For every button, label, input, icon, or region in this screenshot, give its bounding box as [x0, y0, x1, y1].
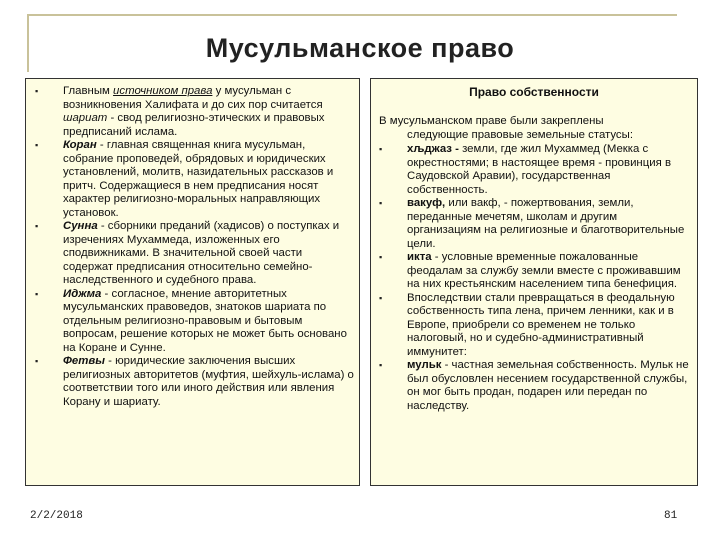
- square-bullet-icon: ▪: [35, 221, 39, 231]
- item-text: - согласное, мнение авторитетных мусульманских правоведов, знатоков шариата по отдельным религиозно-правовым и бытовым вопросам, решение которых не может быть основано на Коране и Сунне.: [63, 287, 347, 354]
- property-list: [379, 143, 693, 413]
- intro-line: следующие правовые земельные статусы:: [407, 128, 633, 141]
- sources-panel: [25, 78, 360, 486]
- item-text: Главным: [63, 85, 114, 97]
- list-item: [35, 85, 355, 139]
- intro-line: В мусульманском праве были закреплены: [379, 115, 604, 127]
- list-item: [35, 220, 355, 288]
- square-bullet-icon: ▪: [379, 292, 383, 303]
- underlined-term: источником права: [113, 85, 213, 97]
- item-text: или вакф, - пожертвования, земли, переданные мечетям, школам и другим организациям на религиозные и благотворительные цели.: [407, 197, 685, 250]
- list-item: [35, 139, 355, 220]
- term-sunna: Сунна: [63, 220, 98, 232]
- list-item: [379, 143, 693, 197]
- list-item: [379, 251, 693, 292]
- item-text: - юридические заключения высших религиозных авторитетов (муфтия, шейхуль-ислама) о соответствии того или иного действия или явления Корану и шариату.: [63, 355, 354, 408]
- list-item: [379, 359, 693, 413]
- item-text: - условные временные пожалованные феодалам за службу земли вместе с проживавшим на них крестьянским населением типа бенефиция.: [407, 251, 681, 290]
- item-text: - сборники преданий (хадисов) о поступках и изречениях Мухаммеда, изложенных его сподвижниками. В значительной своей части содержат предписания относительно семейно-наследственного и судебного права.: [63, 220, 340, 286]
- footer-date: 2/2/2018: [30, 510, 83, 522]
- sources-list: [35, 85, 355, 409]
- list-item: [379, 197, 693, 251]
- term-koran: Коран: [63, 139, 97, 151]
- list-item: [35, 355, 355, 409]
- term-fatwa: Фетвы: [63, 355, 105, 367]
- slide-title: Мусульманское право: [205, 33, 515, 63]
- list-item: [35, 288, 355, 356]
- decorative-horizontal-line: [27, 14, 677, 16]
- list-item: [379, 292, 693, 360]
- square-bullet-icon: ▪: [379, 252, 383, 262]
- term-sharia: шариат: [63, 112, 108, 124]
- item-text: земли, где жил Мухаммед (Мекка с окрестностями; в настоящее время - провинция в Саудовской Аравии), государственная собственность.: [407, 143, 671, 196]
- square-bullet-icon: ▪: [35, 140, 39, 150]
- intro-text: [379, 115, 693, 142]
- square-bullet-icon: ▪: [35, 288, 39, 299]
- term-waqf: вакуф,: [407, 197, 446, 209]
- property-panel: [370, 78, 698, 486]
- term-iqta: икта: [407, 251, 432, 263]
- item-text: Впоследствии стали превращаться в феодальную собственность типа лена, причем ленники, как и в Европе, приобрели со временем не только налоговый, но и судебно-административный иммунитет:: [407, 291, 675, 358]
- square-bullet-icon: ▪: [379, 198, 383, 208]
- square-bullet-icon: ▪: [35, 356, 39, 366]
- item-text: - частная земельная собственность. Мульк не был обусловлен несением государственной службы, он мог быть продан, подарен или передан по наследству.: [407, 359, 689, 412]
- square-bullet-icon: ▪: [35, 86, 39, 96]
- term-mulk: мульк: [407, 359, 442, 371]
- square-bullet-icon: ▪: [379, 360, 383, 370]
- page-number: 81: [664, 510, 678, 522]
- term-hijaz: хљджаз -: [407, 143, 459, 155]
- square-bullet-icon: ▪: [379, 144, 383, 154]
- term-ijma: Иджма: [63, 287, 102, 300]
- item-text: - главная священная книга мусульман, собрание проповедей, обрядовых и юридических установлений, молитв, назидательных рассказов и притч. Содержащиеся в нем предписания носят характер религиозно-моральных направляющих установок.: [63, 139, 334, 219]
- item-text: у мусульман с возникновения Халифата и до сих пор считается: [63, 85, 323, 111]
- section-heading: Право собственности: [469, 85, 599, 99]
- item-text: - свод религиозно-этических и правовых предписаний ислама.: [63, 112, 325, 138]
